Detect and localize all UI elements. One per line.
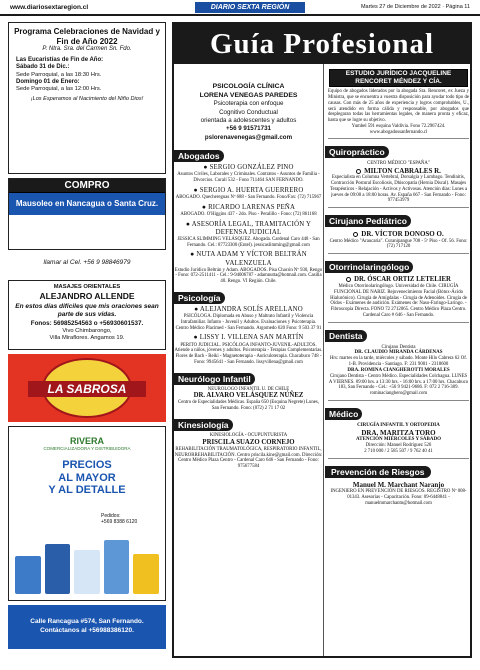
ad-christmas-celebrations xyxy=(8,22,166,174)
listing: DR. ÓSCAR ORTIZ LETELIER Médico Otorrinolaringólogo. Universidad de Chile. CIRUGÍA FUNCIONAL DE NARIZ. Rejuvenecimiento Facial (Bótox-Ácido Hialurónico). Cirugía de Amígdalas - Cirugía de Adenoides. Cirugía de Oídos - Exámenes de audición. Exámenes de: Naso-Faringo-Laringo. -Fibroscopía Directa. FONO 72 2712065. Centro Médico Plaza Centro. Cardenal Caro # 646 - San Fernando. xyxy=(328,276,469,323)
professional-guide xyxy=(172,22,472,658)
ad-line: Domingo 01 de Enero: xyxy=(16,78,80,85)
product-photo xyxy=(15,538,159,594)
left-column-ads xyxy=(8,22,166,656)
listing: ● RICARDO LARENAS PEÑA ABOGADO. O'Higgins 437 - 2do. Piso - Peralillo - Fono: (72) 861168 xyxy=(174,204,323,218)
listing: Cirujano Dentista DR. CLAUDIO MIRANDA CÁRDENAS Hrs: martes en la tarde, miércoles y sábado. Monte Hilo Cabrera 62 Of. 1-B. Providencia - Santiago. F: 231 9001 - 2318600 DRA. ROMINA CIANGHEROTTI MORALES Cirujano Dentista - Centro Médico. Especialidades Colchagua. LUNES A VIERNES. 09:00 hrs. a 13:30 hrs. - 16:00 hrs. a 17:00 hrs. Chacabuco 183, San Fernando - Cel.: +56 9 9421-9686. F: 072 2 716-389. rominacianghero@gmail.com xyxy=(328,345,469,401)
section-otorrino: Otorrinolaringólogo xyxy=(325,261,413,273)
ad-title: COMPRO xyxy=(9,179,165,193)
ad-name: ALEJANDRO ALLENDE xyxy=(39,290,135,301)
bullet-icon xyxy=(353,232,358,237)
listing: ● ALEJANDRA SOLÍS ARELLANO PSICÓLOGA. Diplomada en Abuso y Maltrato Infantil y Violencia Intrafamiliar. Infanto - Juvenil y Adultos. Evaluaciones y Psicoterapia. Centro Médico Placimed - San Fernando. Argomedo 620 Fono: 9 503 37 91 xyxy=(174,306,323,331)
ad-footer: ¡Los Esperamos al Nacimiento del Niño Dios! xyxy=(30,95,144,102)
ad-line: Sede Parroquial, a las 18:30 Hrs. xyxy=(16,71,102,78)
ad-rancagua: Calle Rancagua #574, San Fernando. Contáctanos al +56988386120. xyxy=(8,605,166,649)
juridico-banner: ESTUDIO JURÍDICO JACQUELINE RENCORET MÉNDEZ Y CÍA. xyxy=(329,69,468,87)
ad-line: Sábado 31 de Dic.: xyxy=(16,64,70,71)
listing: NEUROLOGO INFANTIL U. DE CHILE DR. ALVARO VELÁSQUEZ NÚÑEZ Centro de Especialidades Médicas. España 650 (Esquina Negrete) Lunes, San Fernando. Fono: (072) 2 71 17 02 xyxy=(178,386,319,412)
ad-psicologia-clinica: PSICOLOGÍA CLÍNICA LORENA VENEGAS PAREDES Psicoterapia con enfoque Cognitivo Conductual orientada a adolescentes y adultos +56 9 91571731 pslorenavenegas@gmail.com xyxy=(199,83,298,141)
listing: Manuel M. Marchant Naranjo INGENIERO EN PREVENCIÓN DE RIESGOS. REGISTRO Nº 008-01343. Asesorías - Capacitación. Fono: 09-6448841 - manuelmmarchantn@hotmail.com xyxy=(330,480,467,506)
ad-subtitle: P. Ntra. Sra. del Carmen Sn. Fdo. xyxy=(42,46,132,53)
section-quiropractico: Quiropráctico xyxy=(325,146,389,158)
listing: ● ASESORÍA LEGAL, TRAMITACIÓN Y DEFENSA JUDICIAL JESSICA SLIMMING VELÁSQUEZ. Abogada. Cardenal Caro 448 - San Fernando. Cel.: 87723300 (Entel). jessicaslimming@gmail.com xyxy=(174,221,323,249)
listing: ● LISSY I. VILLENA SAN MARTÍN PERITO JUDICIAL. PSICÓLOGA INFANTO-JUVENIL-ADULTOS. Atiende a niños, jóvenes y adultos. Psicoterapia - Terapias Complementarias. Flores de Bach - Reiki - Magnetoterapia - Auriculoterapia. Chacabuco 748 - Fono: 9945641 - San Fernando. lissyvillena@gmail.com xyxy=(174,334,323,365)
guide-title: Guía Profesional xyxy=(174,24,470,64)
page-header xyxy=(0,0,480,16)
rivera-logo: RIVERA xyxy=(69,436,104,446)
listing: DR. VÍCTOR DONOSO O. Centro Médico "Araucaria". Curanipangue 708 - 5º Piso - Of. 56. Fono: (72) 717120 xyxy=(328,230,469,254)
site-url[interactable]: www.diariosextaregion.cl xyxy=(10,4,89,11)
section-kinesiologia: Kinesiología xyxy=(174,419,233,431)
section-abogados: Abogados xyxy=(174,150,224,162)
section-dentista: Dentista xyxy=(325,330,367,342)
issue-date: Martes 27 de Diciembre de 2022 · Página 11 xyxy=(360,4,470,10)
ad-rivera xyxy=(8,426,166,601)
section-psicologia: Psicología xyxy=(174,292,225,304)
listing: ● NUTA ADAM Y VÍCTOR BELTRÁN VALENZUELA Estudio Jurídico Beltrán y Adam. ABOGADOS. Pisa Chacón Nº 930, Rengo - Fono: 072-2511411 - Cel.: 9-94006787 - adamnutta@hotmail.com. Casilla 40. Rengo. VI Región. Chile. xyxy=(174,251,323,285)
section-medico: Médico xyxy=(325,408,362,420)
listing: ● SERGIO GONZÁLEZ PINO Asuntos Civiles, Laborales y Criminales. Contratos - Asuntos de Familia - Divorcios. Curalí 532 - Fono 711464 SAN FERNANDO. xyxy=(174,164,323,184)
juridico-body: Equipo de abogados liderados por la abogada Sra. Rencoret, ex Jueza y Ministra, que se encuentra a vuestra disposición para ayudar todo tipo de causas. Con más de 25 años de experiencia y logros comprobables, U., será atendido en forma cálida y responsable, por abogados que desplegaran todas las herramientas legales, de manera pronta y eficaz, hasta que se logre su objetivo. Yumbel 591 esquina Valdivia. Fono 72.2967424. www.abogadossanfernando.cl xyxy=(328,89,469,139)
ad-body: Mausoleo en Nancagua o Santa Cruz. xyxy=(9,193,165,215)
listing: CIRUGÍA INFANTIL Y ORTOPEDIA DRA. MARITZA TORO ATENCIÓN MIÉRCOLES Y SÁBADO Dirección: Manuel Rodríguez 526 2 710 000 / 2 585 507 / 9 762 40 41 xyxy=(328,423,469,459)
rivera-orders: Pedidos: +569 8388 6120 xyxy=(101,513,138,525)
newspaper-brand: DIARIO SEXTA REGIÓN xyxy=(195,2,305,13)
guide-column-left xyxy=(174,64,324,656)
bullet-icon xyxy=(346,277,351,282)
guide-column-right xyxy=(325,64,472,656)
ad-phones: Fonos: 56985254563 o +56930601537. xyxy=(30,320,144,328)
ad-compro-call: llamar al Cel. +56 9 98846979 xyxy=(43,259,131,266)
listing: KINESIOLOGÍA - OCUPUNTURISTA PRISCILA SUAZO CORNEJO REHABILITACIÓN TRAUMATOLÓGICA, RESPIRATORIO INFANTIL, NEURORREHABILITACIÓN. Centro priscila.kine@gmail.com. Dirección: Centro Médico Plaza Centro - Cardenal Caro 646 - San Fernando - Fono: 975677584 xyxy=(174,432,323,470)
ad-title: MASAJES ORIENTALES xyxy=(53,284,121,290)
ad-title: Programa Celebraciones de Navidad y Fin de Año 2022 xyxy=(14,27,160,46)
ad-slogan: En estos días difíciles que mis oraciones sean parte de sus vidas. xyxy=(15,303,159,318)
rivera-subtitle: COMERCIALIZADORA Y DISTRIBUIDORA xyxy=(43,446,131,451)
section-riesgos: Prevención de Riesgos xyxy=(325,466,431,478)
rivera-promo: PRECIOS AL MAYOR Y AL DETALLE xyxy=(48,459,126,497)
listing: CENTRO MÉDICO "ESPAÑA" MILTON CABRALES R. Especialista en Columna Vertebral, Dorsalgia y Lumbago. Tendinitis, Contracción Postural Escoliosis, Dhiscopatía (Hernia Discal). Masajes Terapéuticos - Relajación - Activos y Activosas. Atención días: Lunes a jueves de 09:00 a 18:00 horas. Av. España 667 - San Fernando - Fono: 977453979 xyxy=(328,161,469,208)
ad-compro xyxy=(8,178,166,250)
ad-line: Las Eucaristías de Fin de Año: xyxy=(16,56,104,63)
ad-line: Sede Parroquial, a las 12:00 Hrs. xyxy=(16,86,102,93)
listing: ● SERGIO A. HUERTA GUERRERO ABOGADO. Quechereguas Nº 688 - San Fernando. Fono/Fax: (72) 715967 xyxy=(174,187,323,201)
ad-masajes xyxy=(8,280,166,350)
section-cirujano: Cirujano Pediátrico xyxy=(325,215,411,227)
bullet-icon xyxy=(356,169,361,174)
ad-address-line: Vivo Chimbarongo, xyxy=(62,327,112,334)
radio-logo-text: LA SABROSA xyxy=(28,381,146,397)
ad-address-line: Villa Miraflores. Angamos 19. xyxy=(49,334,125,341)
section-neurologo: Neurólogo Infantil xyxy=(174,373,255,385)
ad-radio-sabrosa xyxy=(8,354,166,422)
